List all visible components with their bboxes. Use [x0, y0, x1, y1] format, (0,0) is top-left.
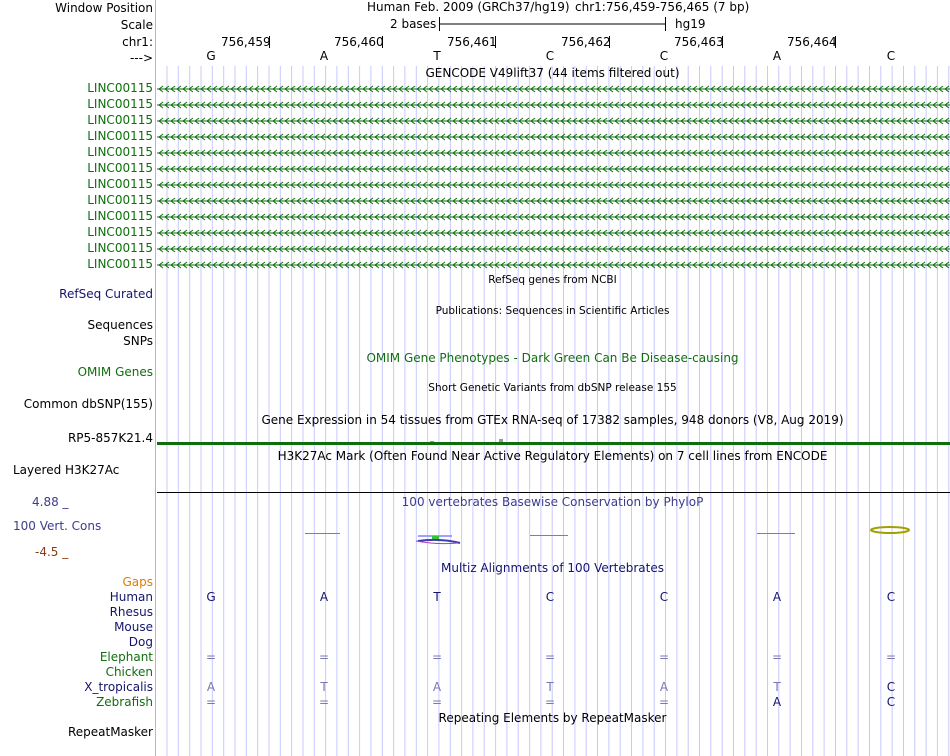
gene-label[interactable]: LINC00115 [87, 257, 153, 271]
cons-max-label: 4.88 _ [32, 495, 69, 509]
alignment-base: A [319, 590, 329, 604]
alignment-base: = [431, 650, 443, 664]
alignment-base: = [205, 695, 217, 709]
gene-feature[interactable] [157, 229, 950, 237]
alignment-base: = [658, 695, 670, 709]
alignment-base: = [771, 650, 783, 664]
gene-label[interactable]: LINC00115 [87, 145, 153, 159]
gene-label[interactable]: LINC00115 [87, 97, 153, 111]
gene-feature[interactable] [157, 117, 950, 125]
gene-feature[interactable] [157, 261, 950, 269]
omim-track-label[interactable]: OMIM Genes [77, 365, 153, 379]
repeatmasker-track-title[interactable]: Repeating Elements by RepeatMasker [438, 711, 667, 725]
gene-label[interactable]: LINC00115 [87, 81, 153, 95]
window-position-label: Window Position [55, 1, 153, 15]
multiz-track-title[interactable]: Multiz Alignments of 100 Vertebrates [440, 561, 665, 575]
dbsnp-track-label[interactable]: Common dbSNP(155) [23, 397, 153, 411]
alignment-base: T [773, 680, 781, 694]
gene-label[interactable]: LINC00115 [87, 161, 153, 175]
dbsnp-track-title[interactable]: Short Genetic Variants from dbSNP release 155 [428, 382, 677, 394]
species-label[interactable]: X_tropicalis [84, 680, 153, 694]
ref-base: G [206, 49, 216, 63]
species-label[interactable]: Dog [128, 635, 153, 649]
coord-tick: 756,461 [447, 35, 497, 49]
chrom-label: chr1: [122, 35, 153, 49]
assembly-name: Human Feb. 2009 (GRCh37/hg19) [367, 0, 570, 14]
alignment-base: = [544, 695, 556, 709]
species-label[interactable]: Rhesus [109, 605, 153, 619]
h3k27ac-track-label[interactable]: Layered H3K27Ac [13, 463, 120, 477]
gtex-track-label[interactable]: RP5-857K21.4 [67, 431, 153, 445]
omim-track-title[interactable]: OMIM Gene Phenotypes - Dark Green Can Be Disease-causing [366, 351, 739, 365]
gene-label[interactable]: LINC00115 [87, 193, 153, 207]
gene-label[interactable]: LINC00115 [87, 177, 153, 191]
alignment-base: G [206, 590, 216, 604]
species-label[interactable]: Mouse [114, 620, 153, 634]
cons-track-title[interactable]: 100 vertebrates Basewise Conservation by PhyloP [401, 495, 704, 509]
ref-base: C [545, 49, 555, 63]
coord-tick: 756,464 [787, 35, 837, 49]
species-label[interactable]: Human [109, 590, 153, 604]
gencode-track-title[interactable]: GENCODE V49lift37 (44 items filtered out) [425, 66, 680, 80]
coord-tick: 756,463 [674, 35, 724, 49]
scale-bar [0, 0, 950, 60]
alignment-base: C [886, 680, 896, 694]
alignment-base: T [320, 680, 328, 694]
gene-feature[interactable] [157, 149, 950, 157]
h3k27ac-track-title[interactable]: H3K27Ac Mark (Often Found Near Active Regulatory Elements) on 7 cell lines from ENCODE [277, 449, 828, 463]
species-label[interactable]: Zebrafish [96, 695, 153, 709]
gene-label[interactable]: LINC00115 [87, 113, 153, 127]
alignment-base: A [659, 680, 669, 694]
cons-track-label[interactable]: 100 Vert. Cons [13, 519, 102, 533]
ref-base: A [319, 49, 329, 63]
gtex-track-title[interactable]: Gene Expression in 54 tissues from GTEx RNA-seq of 17382 samples, 948 donors (V8, Aug 2019) [261, 413, 844, 427]
ref-base: A [772, 49, 782, 63]
gene-feature[interactable] [157, 85, 950, 93]
database-name: hg19 [675, 17, 706, 31]
gene-label[interactable]: LINC00115 [87, 241, 153, 255]
snps-track-label[interactable]: SNPs [123, 334, 153, 348]
alignment-base: A [206, 680, 216, 694]
gene-feature[interactable] [157, 181, 950, 189]
alignment-base: C [886, 695, 896, 709]
ref-base: C [659, 49, 669, 63]
position-readout: chr1:756,459-756,465 (7 bp) [575, 0, 750, 14]
alignment-base: T [433, 590, 441, 604]
pubs-track-title[interactable]: Publications: Sequences in Scientific Articles [435, 305, 670, 317]
alignment-base: T [546, 680, 554, 694]
alignment-base: = [885, 650, 897, 664]
ref-base: T [433, 49, 441, 63]
alignment-base: = [544, 650, 556, 664]
alignment-base: A [432, 680, 442, 694]
strand-label: ---> [129, 51, 153, 65]
alignment-base: C [886, 590, 896, 604]
gene-feature[interactable] [157, 197, 950, 205]
gene-feature[interactable] [157, 165, 950, 173]
alignment-base: = [318, 650, 330, 664]
alignment-base: = [205, 650, 217, 664]
scale-label: Scale [120, 18, 153, 32]
species-label[interactable]: Chicken [105, 665, 153, 679]
gene-feature[interactable] [157, 133, 950, 141]
alignment-base: C [659, 590, 669, 604]
scale-text: 2 bases [390, 17, 437, 31]
cons-min-label: -4.5 _ [35, 545, 69, 559]
alignment-base: A [772, 590, 782, 604]
gene-label[interactable]: LINC00115 [87, 225, 153, 239]
alignment-base: A [772, 695, 782, 709]
ref-base: C [886, 49, 896, 63]
refseq-track-title[interactable]: RefSeq genes from NCBI [488, 274, 617, 286]
sequences-track-label[interactable]: Sequences [87, 318, 153, 332]
gene-feature[interactable] [157, 101, 950, 109]
coord-tick: 756,459 [221, 35, 271, 49]
alignment-base: C [545, 590, 555, 604]
repeatmasker-track-label[interactable]: RepeatMasker [67, 725, 153, 739]
coord-tick: 756,460 [334, 35, 384, 49]
refseq-track-label[interactable]: RefSeq Curated [59, 287, 153, 301]
gene-label[interactable]: LINC00115 [87, 129, 153, 143]
alignment-base: = [431, 695, 443, 709]
gene-label[interactable]: LINC00115 [87, 209, 153, 223]
coord-tick: 756,462 [561, 35, 611, 49]
gene-feature[interactable] [157, 245, 950, 253]
gene-feature[interactable] [157, 213, 950, 221]
alignment-base: = [658, 650, 670, 664]
species-label[interactable]: Gaps [122, 575, 153, 589]
alignment-base: = [318, 695, 330, 709]
species-label[interactable]: Elephant [99, 650, 153, 664]
